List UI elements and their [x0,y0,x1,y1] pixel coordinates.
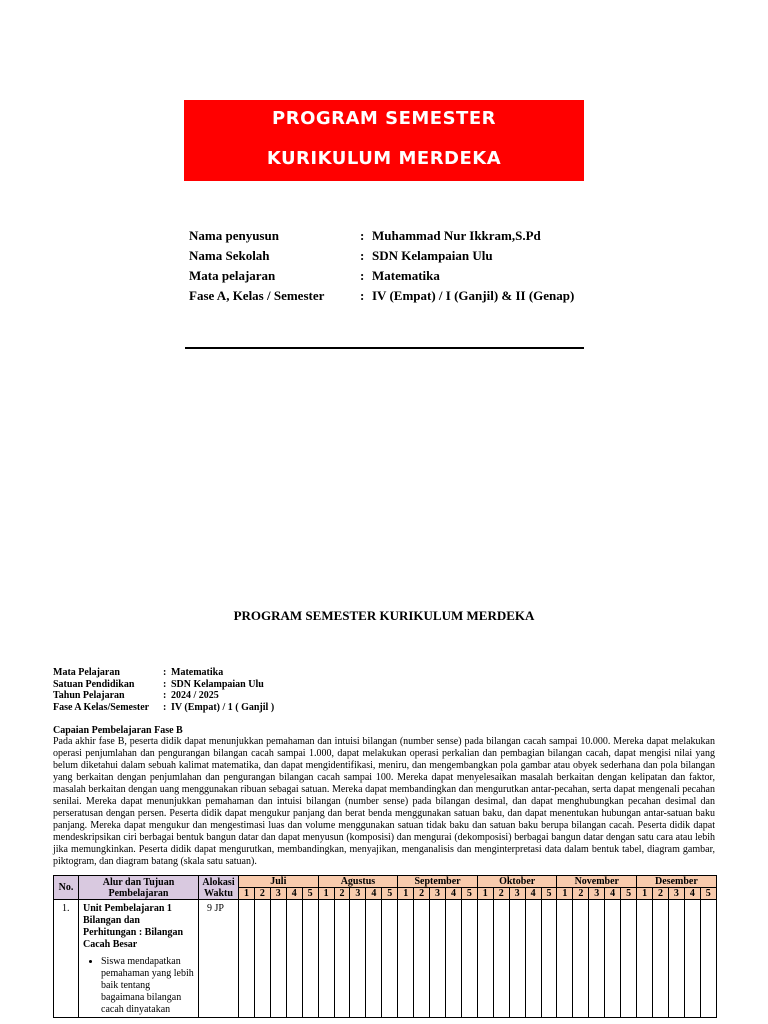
meta-value: Matematika [171,667,224,679]
month-header: Oktober [477,876,557,888]
schedule-cell [318,900,334,1018]
week-number: 2 [493,888,509,900]
week-number: 5 [302,888,318,900]
week-number: 3 [270,888,286,900]
schedule-cell [605,900,621,1018]
week-number: 4 [286,888,302,900]
week-number: 1 [557,888,573,900]
week-number: 2 [653,888,669,900]
schedule-cell [254,900,270,1018]
week-number: 4 [366,888,382,900]
week-number: 1 [477,888,493,900]
page-title: PROGRAM SEMESTER KURIKULUM MERDEKA [233,608,535,623]
col-header-no: No. [54,876,79,900]
cover-info-colon: : [360,228,365,243]
schedule-cell [302,900,318,1018]
cover-info-label: Nama Sekolah [189,248,270,263]
schedule-table [53,875,717,1018]
schedule-cell [541,900,557,1018]
cover-divider [185,347,584,349]
cover-title-box [184,100,584,181]
month-header: September [398,876,478,888]
meta-value: SDN Kelampaian Ulu [171,678,264,690]
cover-info-colon: : [360,288,365,303]
objective-item: • Siswa mendapatkan pemahaman yang lebih baik tentang bagaimana bilangan cacah dinyatakan [101,956,195,1016]
row-number: 1. [54,900,79,1018]
meta-row [53,702,274,714]
schedule-cell [557,900,573,1018]
week-number: 3 [589,888,605,900]
unit-title: Unit Pembelajaran 1 Bilangan dan Perhitungan : Bilangan Cacah Besar [83,903,184,950]
col-header-alokasi: Alokasi Waktu [199,876,239,900]
week-number: 1 [398,888,414,900]
schedule-cell [493,900,509,1018]
cover-title-line2: KURIKULUM MERDEKA [266,148,502,169]
cover-info [189,226,574,306]
week-number: 5 [700,888,716,900]
cover-info-label: Mata pelajaran [189,268,276,283]
week-number: 2 [334,888,350,900]
schedule-cell [414,900,430,1018]
week-number: 1 [239,888,255,900]
week-number: 5 [621,888,637,900]
alur-cell [79,900,199,1018]
schedule-cell [286,900,302,1018]
week-number: 4 [605,888,621,900]
schedule-cell [446,900,462,1018]
meta-row [53,690,274,702]
cover-info-colon: : [360,268,365,283]
week-number: 2 [414,888,430,900]
meta-label: Tahun Pelajaran [53,690,125,702]
schedule-cell [684,900,700,1018]
cover-info-row [189,246,574,266]
meta-row [53,667,274,679]
schedule-cell [477,900,493,1018]
meta-colon: : [163,667,167,679]
week-number: 4 [446,888,462,900]
cover-info-value: SDN Kelampaian Ulu [372,248,493,263]
cover-info-colon: : [360,248,365,263]
schedule-cell [239,900,255,1018]
cp-heading: Capaian Pembelajaran Fase B [53,725,183,736]
month-header: Juli [239,876,319,888]
schedule-cell [350,900,366,1018]
cover-info-row [189,266,574,286]
week-number: 5 [382,888,398,900]
cover-info-value: IV (Empat) / I (Ganjil) & II (Genap) [372,288,575,303]
meta-colon: : [163,701,167,713]
cover-info-row [189,226,574,246]
schedule-cell [509,900,525,1018]
week-number: 3 [430,888,446,900]
week-number: 2 [573,888,589,900]
week-number: 3 [668,888,684,900]
meta-label: Fase A Kelas/Semester [53,701,150,713]
schedule-cell [589,900,605,1018]
cover-info-value: Matematika [372,268,440,283]
cover-info-value: Muhammad Nur Ikkram,S.Pd [372,228,541,243]
schedule-cell [430,900,446,1018]
schedule-cell [366,900,382,1018]
meta-label: Satuan Pendidikan [53,678,135,690]
week-number: 2 [254,888,270,900]
schedule-cell [525,900,541,1018]
meta-row [53,679,274,691]
schedule-cell [398,900,414,1018]
schedule-cell [382,900,398,1018]
cp-paragraph: Pada akhir fase B, peserta didik dapat menunjukkan pemahaman dan intuisi bilangan (number sense) pada bilangan cacah sampai 10.000. Mereka dapat melakukan operasi penjumlahan dan pengurangan bilangan cacah sampai 1.000, dapat melakukan operasi perkalian dan pembagian bilangan cacah, dapat mengisi nilai yang belum diketahui dalam sebuah kalimat matematika, dan dapat mengidentifikasi, meniru, dan mengembangkan pola gambar atau obyek sederhana dan pola bilangan yang berkaitan dengan penjumlahan dan pengurangan bilangan cacah sampai 100. Mereka dapat menyelesaikan masalah berkaitan dengan kelipatan dan faktor, masalah berkaitan dengan uang menggunakan ribuan sebagai satuan. Mereka dapat membandingkan dan mengurutkan antar-pecahan, serta dapat mengenali pecahan senilai. Mereka dapat menunjukkan pemahaman dan intuisi bilangan (number sense) pada bilangan desimal, dan dapat menghubungkan pecahan desimal dan perseratusan dengan persen. Peserta didik dapat mengukur panjang dan berat benda menggunakan satuan baku, dan dapat menentukan hubungan antar-satuan baku panjang. Mereka dapat mengukur dan mengestimasi luas dan volume menggunakan satuan tidak baku dan satuan baku berupa bilangan cacah. Peserta didik dapat mendeskripsikan ciri berbagai bentuk bangun datar dan dapat menyusun (komposisi) dan mengurai (dekomposisi) berbagai bangun datar dengan satu cara atau lebih jika memungkinkan. Peserta didik dapat mengurutkan, membandingkan, menyajikan, menganalisis dan menginterpretasi data dalam bentuk tabel, diagram gambar, piktogram, dan diagram batang (skala satu satuan). [53,736,715,867]
schedule-cell [653,900,669,1018]
table-row [54,900,717,1018]
cover-info-row [189,286,574,306]
col-header-alur: Alur dan Tujuan Pembelajaran [79,876,199,900]
week-number: 3 [509,888,525,900]
document-meta [53,667,274,713]
objective-list [83,956,195,1016]
week-number: 1 [318,888,334,900]
meta-value: IV (Empat) / 1 ( Ganjil ) [171,701,275,713]
week-number: 4 [525,888,541,900]
schedule-cell [334,900,350,1018]
meta-label: Mata Pelajaran [53,667,120,679]
schedule-cell [668,900,684,1018]
cover-title-line1: PROGRAM SEMESTER [272,108,496,129]
meta-value: 2024 / 2025 [171,690,219,702]
month-header: Desember [637,876,717,888]
alokasi-cell: 9 JP [199,900,239,1018]
schedule-cell [573,900,589,1018]
week-number: 5 [541,888,557,900]
cover-info-label: Fase A, Kelas / Semester [189,288,325,303]
schedule-cell [621,900,637,1018]
schedule-cell [700,900,716,1018]
week-number: 5 [461,888,477,900]
week-number: 1 [637,888,653,900]
schedule-cell [270,900,286,1018]
schedule-cell [461,900,477,1018]
cover-info-label: Nama penyusun [189,228,279,243]
month-header: November [557,876,637,888]
week-number: 3 [350,888,366,900]
meta-colon: : [163,678,167,690]
schedule-cell [637,900,653,1018]
table-header-row [54,876,717,888]
month-header: Agustus [318,876,398,888]
meta-colon: : [163,690,167,702]
week-number: 4 [684,888,700,900]
